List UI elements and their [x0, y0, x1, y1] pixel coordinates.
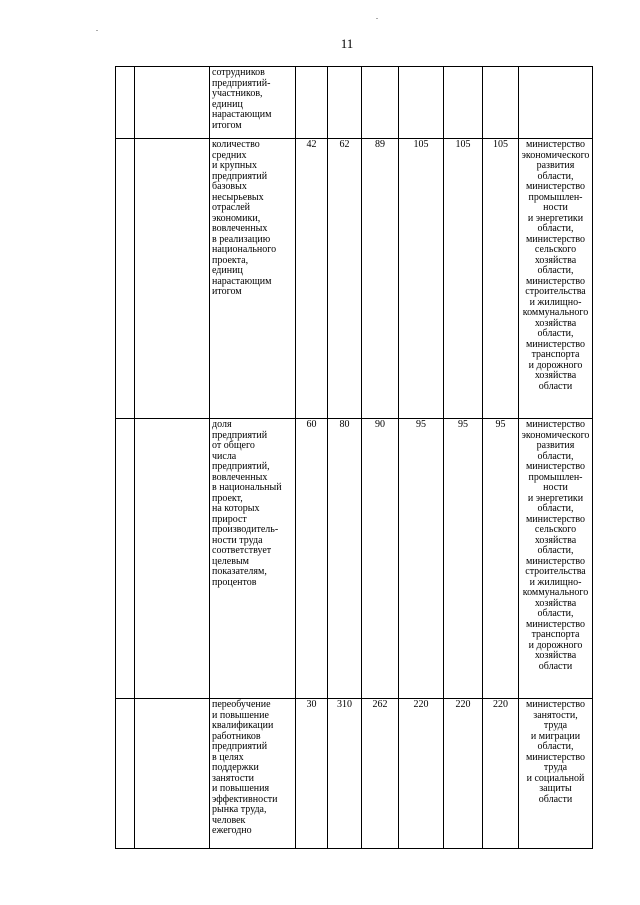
text-line: базовых [212, 181, 247, 192]
text-line: министерство [525, 419, 586, 430]
text-line: участников, [212, 88, 263, 99]
table-row [116, 419, 593, 699]
text-line: проект, [212, 492, 243, 504]
text-line: работников [212, 730, 261, 742]
text-line: сельского [534, 244, 577, 255]
text-line: вовлеченных [212, 223, 268, 234]
text-line: несырьевых [212, 191, 264, 203]
value-cell: 220 [399, 699, 444, 849]
value-cell: 220 [483, 699, 519, 849]
text-line: области, [537, 265, 574, 276]
project-name-cell [135, 139, 210, 419]
indicator-cell [210, 699, 296, 849]
text-line: хозяйства [534, 534, 577, 546]
text-line: министерство [525, 181, 586, 192]
value-cell: 105 [444, 139, 483, 419]
text-line: итогом [212, 286, 242, 297]
text-line: и миграции [530, 730, 581, 742]
text-line: ежегодно [212, 825, 252, 836]
text-line: ности труда [212, 534, 263, 546]
text-line: отраслей [212, 202, 251, 213]
value-cell [444, 67, 483, 139]
text-line: и энергетики [527, 212, 584, 224]
value-cell: 95 [399, 419, 444, 699]
text-line: промышлен- [528, 471, 583, 483]
responsible-cell [519, 67, 593, 139]
text-line: коммунального [522, 587, 589, 598]
text-line: транспорта [531, 629, 580, 640]
text-line: проекта, [212, 254, 249, 266]
text-line: области, [537, 503, 574, 514]
text-line: количество [212, 139, 260, 150]
text-line: рынка труда, [212, 804, 267, 815]
row-number-cell [116, 419, 135, 699]
row-number-cell [116, 139, 135, 419]
value-cell: 42 [296, 139, 328, 419]
text-line: от общего [212, 440, 255, 451]
text-line: транспорта [531, 349, 580, 360]
text-line: хозяйства [534, 650, 577, 661]
text-line: области, [537, 223, 574, 234]
table-row [116, 699, 593, 849]
text-line: единиц [212, 98, 243, 110]
text-line: и дорожного [528, 639, 583, 651]
text-line: производитель- [212, 524, 279, 535]
text-line: итогом [212, 119, 242, 131]
text-line: области, [537, 328, 574, 339]
text-line: квалификации [212, 720, 274, 731]
text-line: сотрудников [212, 67, 265, 78]
value-cell: 310 [328, 699, 362, 849]
value-cell: 262 [362, 699, 399, 849]
table-row [116, 67, 593, 139]
text-line: ности [543, 202, 568, 213]
text-line: и дорожного [528, 359, 583, 371]
text-line: предприятий- [212, 77, 271, 89]
project-name-cell [135, 67, 210, 139]
value-cell: 105 [483, 139, 519, 419]
text-line: хозяйства [534, 597, 577, 609]
scan-speck [96, 30, 98, 31]
text-line: министерство [525, 275, 586, 287]
value-cell: 220 [444, 699, 483, 849]
text-line: средних [212, 149, 247, 161]
text-line: области [538, 793, 573, 805]
value-cell: 62 [328, 139, 362, 419]
text-line: труда [543, 720, 568, 731]
text-line: числа [212, 450, 237, 462]
text-line: министерство [525, 513, 586, 525]
text-line: области, [537, 741, 574, 752]
text-line: министерство [525, 461, 586, 472]
text-line: министерство [525, 233, 586, 245]
text-line: нарастающим [212, 109, 272, 120]
responsible-cell [519, 139, 593, 419]
value-cell [328, 67, 362, 139]
text-line: и крупных [212, 160, 257, 171]
text-line: процентов [212, 576, 257, 588]
scan-speck [376, 18, 378, 19]
text-line: предприятий [212, 429, 268, 441]
text-line: доля [212, 419, 232, 430]
text-line: защиты [539, 783, 572, 794]
text-line: и энергетики [527, 492, 584, 504]
page-number: 11 [340, 36, 354, 51]
responsible-cell [519, 419, 593, 699]
text-line: прирост [212, 513, 247, 525]
value-cell: 90 [362, 419, 399, 699]
project-name-cell [135, 699, 210, 849]
text-line: единиц [212, 265, 243, 276]
text-line: поддержки [212, 762, 259, 773]
text-line: предприятий [212, 170, 268, 182]
text-line: строительства [525, 566, 586, 577]
text-line: и социальной [526, 772, 585, 784]
row-number-cell [116, 67, 135, 139]
text-line: министерство [525, 139, 586, 150]
text-line: и повышение [212, 709, 269, 721]
value-cell: 95 [483, 419, 519, 699]
text-line: развития [536, 160, 575, 171]
text-line: области, [537, 545, 574, 556]
value-cell: 89 [362, 139, 399, 419]
text-line: министерство [525, 618, 586, 630]
text-line: области [538, 380, 573, 392]
value-cell [362, 67, 399, 139]
text-line: показателям, [212, 566, 267, 577]
text-line: занятости [212, 772, 254, 784]
text-line: министерство [525, 338, 586, 350]
text-line: министерство [525, 555, 586, 567]
indicator-cell [210, 139, 296, 419]
text-line: вовлеченных [212, 471, 268, 483]
value-cell [483, 67, 519, 139]
text-line: труда [543, 762, 568, 773]
text-line: эффективности [212, 793, 278, 805]
text-line: предприятий, [212, 461, 270, 472]
text-line: переобучение [212, 699, 271, 710]
text-line: и повышения [212, 783, 270, 794]
text-line: области, [537, 608, 574, 619]
text-line: национального [212, 244, 277, 255]
value-cell: 30 [296, 699, 328, 849]
text-line: развития [536, 440, 575, 451]
text-line: занятости, [533, 709, 578, 721]
text-line: хозяйства [534, 370, 577, 381]
text-line: экономического [521, 149, 590, 161]
value-cell [296, 67, 328, 139]
text-line: предприятий [212, 741, 268, 752]
text-line: хозяйства [534, 254, 577, 266]
text-line: целевым [212, 555, 249, 567]
text-line: и жилищно- [529, 576, 582, 588]
text-line: экономического [521, 429, 590, 441]
responsible-cell [519, 699, 593, 849]
text-line: министерство [525, 699, 586, 710]
text-line: хозяйства [534, 317, 577, 329]
value-cell [399, 67, 444, 139]
text-line: экономики, [212, 212, 261, 224]
text-line: коммунального [522, 307, 589, 318]
text-line: области [538, 660, 573, 672]
text-line: в национальный [212, 482, 282, 493]
value-cell: 80 [328, 419, 362, 699]
text-line: ности [543, 482, 568, 493]
text-line: в реализацию [212, 233, 271, 245]
indicators-table [115, 66, 593, 849]
text-line: соответствует [212, 545, 272, 556]
value-cell: 95 [444, 419, 483, 699]
text-line: промышлен- [528, 191, 583, 203]
text-line: и жилищно- [529, 296, 582, 308]
text-line: на которых [212, 503, 260, 514]
indicator-cell [210, 67, 296, 139]
text-line: министерство [525, 751, 586, 763]
text-line: области, [537, 170, 574, 182]
row-number-cell [116, 699, 135, 849]
text-line: в целях [212, 751, 244, 763]
value-cell: 60 [296, 419, 328, 699]
text-line: строительства [525, 286, 586, 297]
text-line: человек [212, 814, 246, 826]
text-line: сельского [534, 524, 577, 535]
table-row [116, 139, 593, 419]
text-line: нарастающим [212, 275, 272, 287]
project-name-cell [135, 419, 210, 699]
indicator-cell [210, 419, 296, 699]
text-line: области, [537, 450, 574, 462]
value-cell: 105 [399, 139, 444, 419]
